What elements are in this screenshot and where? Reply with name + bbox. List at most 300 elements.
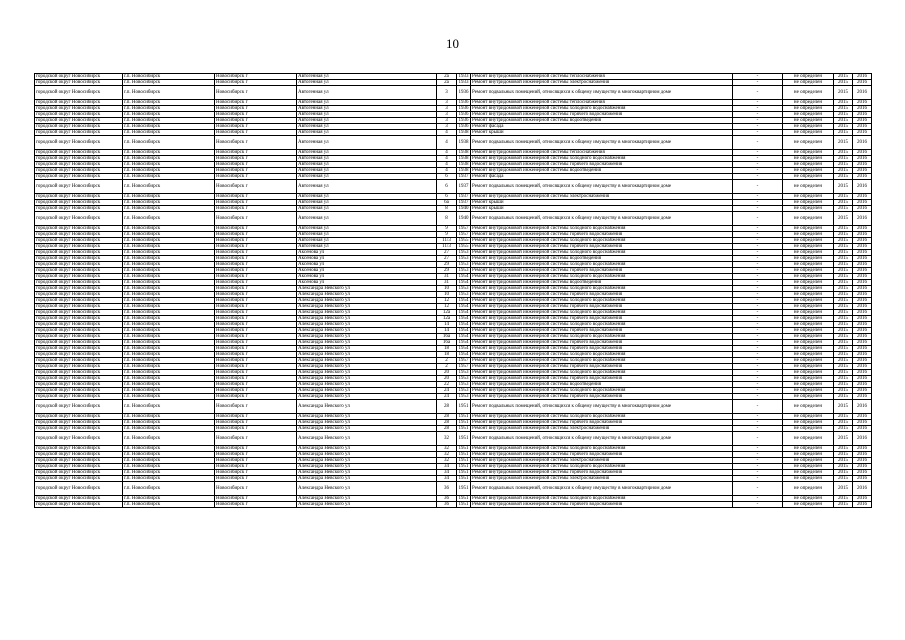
build-year-cell: 1954 bbox=[458, 274, 469, 279]
year-end-cell: 2016 bbox=[853, 80, 872, 86]
build-year-cell: 1954 bbox=[458, 322, 469, 327]
municipality-cell: городской округ Новосибирск bbox=[35, 328, 123, 334]
contractor-cell: не определен bbox=[783, 118, 834, 124]
settlement-cell: г.п. Новосибирск bbox=[123, 414, 215, 420]
cost-cell: - bbox=[733, 376, 783, 382]
house-number-cell: 12 bbox=[437, 304, 457, 310]
street-cell: Александра Невского ул bbox=[297, 322, 437, 328]
street-cell: Александра Невского ул bbox=[297, 458, 437, 464]
house-number-cell: 27 bbox=[437, 256, 457, 262]
cost-cell: - bbox=[733, 316, 783, 322]
contractor-cell: не определен bbox=[783, 86, 834, 100]
locality-cell: Новосибирск г bbox=[215, 106, 297, 112]
locality-cell: Новосибирск г bbox=[215, 358, 297, 364]
municipality-cell: городской округ Новосибирск bbox=[35, 426, 123, 432]
work-type-cell: Ремонт крыши bbox=[471, 130, 733, 136]
locality-cell: Новосибирск г bbox=[215, 150, 297, 156]
house-number-cell: 3 bbox=[437, 112, 457, 118]
locality-cell: Новосибирск г bbox=[215, 130, 297, 136]
contractor-cell: не определен bbox=[783, 194, 834, 200]
contractor-cell: не определен bbox=[783, 400, 834, 414]
build-year-cell: 1936 bbox=[458, 118, 469, 123]
locality-cell: Новосибирск г bbox=[215, 238, 297, 244]
settlement-cell: г.п. Новосибирск bbox=[123, 382, 215, 388]
contractor-cell: не определен bbox=[783, 274, 834, 280]
street-cell: Александра Невского ул bbox=[297, 328, 437, 334]
municipality-cell: городской округ Новосибирск bbox=[35, 112, 123, 118]
municipality-cell: городской округ Новосибирск bbox=[35, 432, 123, 446]
build-year-cell: 1953 bbox=[458, 376, 469, 381]
year-end-cell: 2016 bbox=[853, 502, 872, 508]
contractor-cell: не определен bbox=[783, 124, 834, 130]
house-number-cell: 28 bbox=[437, 400, 457, 414]
year-end-cell: 2016 bbox=[853, 446, 872, 452]
repair-program-table bbox=[34, 73, 872, 508]
cost-cell: - bbox=[733, 244, 783, 250]
street-cell: Аксенова ул bbox=[297, 262, 437, 268]
table-row bbox=[35, 180, 872, 194]
street-cell: Автогенная ул bbox=[297, 136, 437, 150]
year-start-cell: 2015 bbox=[834, 112, 853, 118]
build-year-cell: 1953 bbox=[458, 382, 469, 387]
year-end-cell: 2016 bbox=[853, 206, 872, 212]
build-year-cell: 1938 bbox=[458, 168, 469, 173]
work-type-cell: Ремонт подвальных помещений, относящихся к общему имуществу в многоквартирном доме bbox=[471, 136, 733, 150]
cost-cell: - bbox=[733, 250, 783, 256]
contractor-cell: не определен bbox=[783, 206, 834, 212]
locality-cell: Новосибирск г bbox=[215, 292, 297, 298]
settlement-cell: г.п. Новосибирск bbox=[123, 174, 215, 180]
locality-cell: Новосибирск г bbox=[215, 180, 297, 194]
contractor-cell: не определен bbox=[783, 470, 834, 476]
year-end-cell: 2016 bbox=[853, 226, 872, 232]
street-cell: Александра Невского ул bbox=[297, 286, 437, 292]
house-number-cell: 34 bbox=[437, 476, 457, 482]
year-start-cell: 2015 bbox=[834, 286, 853, 292]
municipality-cell: городской округ Новосибирск bbox=[35, 162, 123, 168]
cost-cell: - bbox=[733, 328, 783, 334]
settlement-cell: г.п. Новосибирск bbox=[123, 194, 215, 200]
work-type-cell: Ремонт внутридомовой инженерной системы горячего водоснабжения bbox=[471, 376, 733, 382]
work-type-cell: Ремонт внутридомовой инженерной системы холодного водоснабжения bbox=[471, 446, 733, 452]
contractor-cell: не определен bbox=[783, 464, 834, 470]
build-year-cell: 1951 bbox=[458, 502, 469, 507]
street-cell: Автогенная ул bbox=[297, 232, 437, 238]
year-start-cell: 2015 bbox=[834, 352, 853, 358]
cost-cell: - bbox=[733, 130, 783, 136]
locality-cell: Новосибирск г bbox=[215, 80, 297, 86]
settlement-cell: г.п. Новосибирск bbox=[123, 496, 215, 502]
cost-cell: - bbox=[733, 382, 783, 388]
work-type-cell: Ремонт внутридомовой инженерной системы холодного водоснабжения bbox=[471, 358, 733, 364]
build-year-cell: 1953 bbox=[458, 250, 469, 255]
cost-cell: - bbox=[733, 310, 783, 316]
cost-cell: - bbox=[733, 496, 783, 502]
year-end-cell: 2016 bbox=[853, 194, 872, 200]
year-start-cell: 2015 bbox=[834, 212, 853, 226]
build-year-cell: 1954 bbox=[458, 304, 469, 309]
contractor-cell: не определен bbox=[783, 280, 834, 286]
house-number-cell: 32 bbox=[437, 446, 457, 452]
year-start-cell: 2015 bbox=[834, 244, 853, 250]
settlement-cell: г.п. Новосибирск bbox=[123, 400, 215, 414]
build-year-cell: 1938 bbox=[458, 150, 469, 155]
locality-cell: Новосибирск г bbox=[215, 310, 297, 316]
contractor-cell: не определен bbox=[783, 310, 834, 316]
settlement-cell: г.п. Новосибирск bbox=[123, 136, 215, 150]
settlement-cell: г.п. Новосибирск bbox=[123, 100, 215, 106]
locality-cell: Новосибирск г bbox=[215, 118, 297, 124]
cost-cell: - bbox=[733, 136, 783, 150]
street-cell: Александра Невского ул bbox=[297, 388, 437, 394]
work-type-cell: Ремонт внутридомовой инженерной системы электроснабжения bbox=[471, 476, 733, 482]
locality-cell: Новосибирск г bbox=[215, 250, 297, 256]
municipality-cell: городской округ Новосибирск bbox=[35, 394, 123, 400]
year-start-cell: 2015 bbox=[834, 74, 853, 80]
work-type-cell: Ремонт фасада bbox=[471, 174, 733, 180]
settlement-cell: г.п. Новосибирск bbox=[123, 358, 215, 364]
house-number-cell: 4 bbox=[437, 168, 457, 174]
street-cell: Автогенная ул bbox=[297, 180, 437, 194]
cost-cell: - bbox=[733, 226, 783, 232]
build-year-cell: 1955 bbox=[458, 244, 469, 249]
year-end-cell: 2016 bbox=[853, 340, 872, 346]
municipality-cell: городской округ Новосибирск bbox=[35, 370, 123, 376]
street-cell: Александра Невского ул bbox=[297, 482, 437, 496]
street-cell: Александра Невского ул bbox=[297, 382, 437, 388]
settlement-cell: г.п. Новосибирск bbox=[123, 370, 215, 376]
year-end-cell: 2016 bbox=[853, 346, 872, 352]
locality-cell: Новосибирск г bbox=[215, 382, 297, 388]
contractor-cell: не определен bbox=[783, 150, 834, 156]
municipality-cell: городской округ Новосибирск bbox=[35, 118, 123, 124]
settlement-cell: г.п. Новосибирск bbox=[123, 118, 215, 124]
house-number-cell: 2 bbox=[437, 358, 457, 364]
municipality-cell: городской округ Новосибирск bbox=[35, 200, 123, 206]
municipality-cell: городской округ Новосибирск bbox=[35, 340, 123, 346]
municipality-cell: городской округ Новосибирск bbox=[35, 334, 123, 340]
year-end-cell: 2016 bbox=[853, 162, 872, 168]
year-start-cell: 2015 bbox=[834, 298, 853, 304]
house-number-cell: 28 bbox=[437, 426, 457, 432]
municipality-cell: городской округ Новосибирск bbox=[35, 304, 123, 310]
contractor-cell: не определен bbox=[783, 446, 834, 452]
municipality-cell: городской округ Новосибирск bbox=[35, 316, 123, 322]
build-year-cell: 1954 bbox=[458, 334, 469, 339]
year-start-cell: 2015 bbox=[834, 256, 853, 262]
year-start-cell: 2015 bbox=[834, 470, 853, 476]
settlement-cell: г.п. Новосибирск bbox=[123, 162, 215, 168]
municipality-cell: городской округ Новосибирск bbox=[35, 80, 123, 86]
locality-cell: Новосибирск г bbox=[215, 316, 297, 322]
settlement-cell: г.п. Новосибирск bbox=[123, 106, 215, 112]
year-end-cell: 2016 bbox=[853, 86, 872, 100]
settlement-cell: г.п. Новосибирск bbox=[123, 212, 215, 226]
house-number-cell: 32 bbox=[437, 432, 457, 446]
contractor-cell: не определен bbox=[783, 502, 834, 508]
work-type-cell: Ремонт внутридомовой инженерной системы горячего водоснабжения bbox=[471, 292, 733, 298]
cost-cell: - bbox=[733, 180, 783, 194]
settlement-cell: г.п. Новосибирск bbox=[123, 74, 215, 80]
street-cell: Автогенная ул bbox=[297, 174, 437, 180]
contractor-cell: не определен bbox=[783, 346, 834, 352]
house-number-cell: 16а bbox=[437, 340, 457, 346]
build-year-cell: 1957 bbox=[458, 364, 469, 369]
work-type-cell: Ремонт внутридомовой инженерной системы теплоснабжения bbox=[471, 150, 733, 156]
cost-cell: - bbox=[733, 334, 783, 340]
work-type-cell: Ремонт внутридомовой инженерной системы горячего водоснабжения bbox=[471, 328, 733, 334]
year-start-cell: 2015 bbox=[834, 262, 853, 268]
municipality-cell: городской округ Новосибирск bbox=[35, 364, 123, 370]
year-start-cell: 2015 bbox=[834, 370, 853, 376]
locality-cell: Новосибирск г bbox=[215, 174, 297, 180]
cost-cell: - bbox=[733, 80, 783, 86]
work-type-cell: Ремонт подвальных помещений, относящихся к общему имуществу в многоквартирном доме bbox=[471, 482, 733, 496]
year-end-cell: 2016 bbox=[853, 168, 872, 174]
build-year-cell: 1953 bbox=[458, 256, 469, 261]
locality-cell: Новосибирск г bbox=[215, 502, 297, 508]
work-type-cell: Ремонт внутридомовой инженерной системы холодного водоснабжения bbox=[471, 250, 733, 256]
year-start-cell: 2015 bbox=[834, 80, 853, 86]
contractor-cell: не определен bbox=[783, 364, 834, 370]
cost-cell: - bbox=[733, 364, 783, 370]
contractor-cell: не определен bbox=[783, 174, 834, 180]
municipality-cell: городской округ Новосибирск bbox=[35, 382, 123, 388]
settlement-cell: г.п. Новосибирск bbox=[123, 244, 215, 250]
locality-cell: Новосибирск г bbox=[215, 162, 297, 168]
build-year-cell: 1954 bbox=[458, 280, 469, 285]
contractor-cell: не определен bbox=[783, 74, 834, 80]
cost-cell: - bbox=[733, 100, 783, 106]
year-start-cell: 2015 bbox=[834, 322, 853, 328]
street-cell: Автогенная ул bbox=[297, 100, 437, 106]
municipality-cell: городской округ Новосибирск bbox=[35, 136, 123, 150]
work-type-cell: Ремонт внутридомовой инженерной системы холодного водоснабжения bbox=[471, 286, 733, 292]
settlement-cell: г.п. Новосибирск bbox=[123, 352, 215, 358]
cost-cell: - bbox=[733, 238, 783, 244]
cost-cell: - bbox=[733, 452, 783, 458]
year-end-cell: 2016 bbox=[853, 174, 872, 180]
street-cell: Автогенная ул bbox=[297, 194, 437, 200]
house-number-cell: 6 bbox=[437, 194, 457, 200]
cost-cell: - bbox=[733, 426, 783, 432]
year-end-cell: 2016 bbox=[853, 328, 872, 334]
municipality-cell: городской округ Новосибирск bbox=[35, 446, 123, 452]
year-start-cell: 2015 bbox=[834, 452, 853, 458]
locality-cell: Новосибирск г bbox=[215, 328, 297, 334]
cost-cell: - bbox=[733, 388, 783, 394]
street-cell: Автогенная ул bbox=[297, 244, 437, 250]
street-cell: Автогенная ул bbox=[297, 226, 437, 232]
build-year-cell: 1953 bbox=[458, 268, 469, 273]
municipality-cell: городской округ Новосибирск bbox=[35, 256, 123, 262]
year-end-cell: 2016 bbox=[853, 232, 872, 238]
build-year-cell: 1937 bbox=[458, 194, 469, 199]
build-year-cell: 1954 bbox=[458, 352, 469, 357]
build-year-cell: 1936 bbox=[458, 112, 469, 117]
year-end-cell: 2016 bbox=[853, 414, 872, 420]
street-cell: Автогенная ул bbox=[297, 86, 437, 100]
settlement-cell: г.п. Новосибирск bbox=[123, 238, 215, 244]
year-end-cell: 2016 bbox=[853, 358, 872, 364]
settlement-cell: г.п. Новосибирск bbox=[123, 112, 215, 118]
build-year-cell: 1957 bbox=[458, 358, 469, 363]
contractor-cell: не определен bbox=[783, 496, 834, 502]
year-end-cell: 2016 bbox=[853, 136, 872, 150]
settlement-cell: г.п. Новосибирск bbox=[123, 476, 215, 482]
year-start-cell: 2015 bbox=[834, 420, 853, 426]
work-type-cell: Ремонт внутридомовой инженерной системы горячего водоснабжения bbox=[471, 244, 733, 250]
house-number-cell: 10 bbox=[437, 292, 457, 298]
year-start-cell: 2015 bbox=[834, 446, 853, 452]
cost-cell: - bbox=[733, 340, 783, 346]
year-start-cell: 2015 bbox=[834, 496, 853, 502]
locality-cell: Новосибирск г bbox=[215, 352, 297, 358]
contractor-cell: не определен bbox=[783, 256, 834, 262]
settlement-cell: г.п. Новосибирск bbox=[123, 364, 215, 370]
street-cell: Александра Невского ул bbox=[297, 452, 437, 458]
build-year-cell: 1953 bbox=[458, 370, 469, 375]
locality-cell: Новосибирск г bbox=[215, 470, 297, 476]
cost-cell: - bbox=[733, 274, 783, 280]
cost-cell: - bbox=[733, 352, 783, 358]
house-number-cell: 27 bbox=[437, 250, 457, 256]
build-year-cell: 1951 bbox=[457, 400, 471, 414]
year-end-cell: 2016 bbox=[853, 274, 872, 280]
locality-cell: Новосибирск г bbox=[215, 452, 297, 458]
settlement-cell: г.п. Новосибирск bbox=[123, 232, 215, 238]
work-type-cell: Ремонт подвальных помещений, относящихся к общему имуществу в многоквартирном доме bbox=[471, 86, 733, 100]
year-end-cell: 2016 bbox=[853, 304, 872, 310]
locality-cell: Новосибирск г bbox=[215, 346, 297, 352]
locality-cell: Новосибирск г bbox=[215, 432, 297, 446]
locality-cell: Новосибирск г bbox=[215, 464, 297, 470]
year-start-cell: 2015 bbox=[834, 432, 853, 446]
house-number-cell: 3 bbox=[437, 86, 457, 100]
cost-cell: - bbox=[733, 162, 783, 168]
year-end-cell: 2016 bbox=[853, 118, 872, 124]
street-cell: Александра Невского ул bbox=[297, 352, 437, 358]
street-cell: Александра Невского ул bbox=[297, 426, 437, 432]
cost-cell: - bbox=[733, 268, 783, 274]
street-cell: Автогенная ул bbox=[297, 206, 437, 212]
build-year-cell: 1951 bbox=[458, 458, 469, 463]
street-cell: Александра Невского ул bbox=[297, 464, 437, 470]
settlement-cell: г.п. Новосибирск bbox=[123, 334, 215, 340]
municipality-cell: городской округ Новосибирск bbox=[35, 420, 123, 426]
contractor-cell: не определен bbox=[783, 382, 834, 388]
year-end-cell: 2016 bbox=[853, 432, 872, 446]
work-type-cell: Ремонт внутридомовой инженерной системы водоотведения bbox=[471, 382, 733, 388]
year-start-cell: 2015 bbox=[834, 226, 853, 232]
build-year-cell: 1953 bbox=[458, 394, 469, 399]
year-end-cell: 2016 bbox=[853, 286, 872, 292]
municipality-cell: городской округ Новосибирск bbox=[35, 130, 123, 136]
year-start-cell: 2015 bbox=[834, 100, 853, 106]
year-end-cell: 2016 bbox=[853, 420, 872, 426]
municipality-cell: городской округ Новосибирск bbox=[35, 310, 123, 316]
locality-cell: Новосибирск г bbox=[215, 124, 297, 130]
settlement-cell: г.п. Новосибирск bbox=[123, 420, 215, 426]
locality-cell: Новосибирск г bbox=[215, 420, 297, 426]
settlement-cell: г.п. Новосибирск bbox=[123, 226, 215, 232]
municipality-cell: городской округ Новосибирск bbox=[35, 346, 123, 352]
year-start-cell: 2015 bbox=[834, 358, 853, 364]
contractor-cell: не определен bbox=[783, 232, 834, 238]
municipality-cell: городской округ Новосибирск bbox=[35, 298, 123, 304]
street-cell: Аксенова ул bbox=[297, 274, 437, 280]
table-row bbox=[35, 400, 872, 414]
build-year-cell: 1940 bbox=[458, 206, 469, 211]
house-number-cell: 24 bbox=[437, 388, 457, 394]
contractor-cell: не определен bbox=[783, 426, 834, 432]
work-type-cell: Ремонт внутридомовой инженерной системы водоотведения bbox=[471, 168, 733, 174]
page-number: 10 bbox=[446, 36, 459, 51]
settlement-cell: г.п. Новосибирск bbox=[123, 322, 215, 328]
work-type-cell: Ремонт внутридомовой инженерной системы горячего водоснабжения bbox=[471, 420, 733, 426]
work-type-cell: Ремонт внутридомовой инженерной системы электроснабжения bbox=[471, 80, 733, 86]
house-number-cell: 4 bbox=[437, 156, 457, 162]
locality-cell: Новосибирск г bbox=[215, 394, 297, 400]
settlement-cell: г.п. Новосибирск bbox=[123, 304, 215, 310]
year-start-cell: 2015 bbox=[834, 194, 853, 200]
year-end-cell: 2016 bbox=[853, 496, 872, 502]
house-number-cell: 2а bbox=[437, 80, 457, 86]
year-end-cell: 2016 bbox=[853, 150, 872, 156]
work-type-cell: Ремонт внутридомовой инженерной системы холодного водоснабжения bbox=[471, 464, 733, 470]
settlement-cell: г.п. Новосибирск bbox=[123, 346, 215, 352]
municipality-cell: городской округ Новосибирск bbox=[35, 150, 123, 156]
contractor-cell: не определен bbox=[783, 80, 834, 86]
house-number-cell: 2 bbox=[437, 364, 457, 370]
build-year-cell: 1951 bbox=[458, 446, 469, 451]
table-row bbox=[35, 502, 872, 508]
cost-cell: - bbox=[733, 400, 783, 414]
year-end-cell: 2016 bbox=[853, 352, 872, 358]
house-number-cell: 6 bbox=[437, 174, 457, 180]
build-year-cell: 1954 bbox=[458, 328, 469, 333]
year-end-cell: 2016 bbox=[853, 250, 872, 256]
contractor-cell: не определен bbox=[783, 168, 834, 174]
work-type-cell: Ремонт внутридомовой инженерной системы горячего водоснабжения bbox=[471, 304, 733, 310]
cost-cell: - bbox=[733, 194, 783, 200]
cost-cell: - bbox=[733, 458, 783, 464]
street-cell: Александра Невского ул bbox=[297, 502, 437, 508]
year-end-cell: 2016 bbox=[853, 370, 872, 376]
contractor-cell: не определен bbox=[783, 100, 834, 106]
year-start-cell: 2015 bbox=[834, 364, 853, 370]
contractor-cell: не определен bbox=[783, 238, 834, 244]
municipality-cell: городской округ Новосибирск bbox=[35, 280, 123, 286]
cost-cell: - bbox=[733, 286, 783, 292]
street-cell: Александра Невского ул bbox=[297, 310, 437, 316]
municipality-cell: городской округ Новосибирск bbox=[35, 358, 123, 364]
municipality-cell: городской округ Новосибирск bbox=[35, 292, 123, 298]
build-year-cell: 1937 bbox=[458, 174, 469, 179]
contractor-cell: не определен bbox=[783, 156, 834, 162]
year-start-cell: 2015 bbox=[834, 426, 853, 432]
settlement-cell: г.п. Новосибирск bbox=[123, 394, 215, 400]
contractor-cell: не определен bbox=[783, 376, 834, 382]
year-start-cell: 2015 bbox=[834, 174, 853, 180]
work-type-cell: Ремонт крыши bbox=[471, 206, 733, 212]
cost-cell: - bbox=[733, 358, 783, 364]
settlement-cell: г.п. Новосибирск bbox=[123, 206, 215, 212]
locality-cell: Новосибирск г bbox=[215, 458, 297, 464]
year-end-cell: 2016 bbox=[853, 298, 872, 304]
contractor-cell: не определен bbox=[783, 304, 834, 310]
street-cell: Автогенная ул bbox=[297, 238, 437, 244]
